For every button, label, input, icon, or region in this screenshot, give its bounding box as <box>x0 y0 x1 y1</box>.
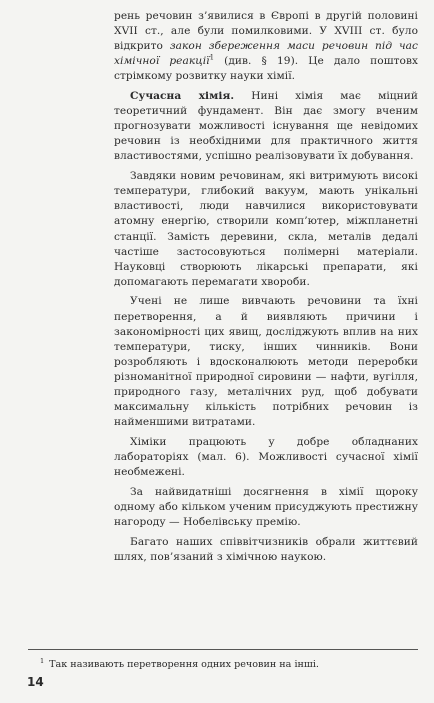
paragraph-modern-chemistry-text: Нині хімія має міцний теоретичний фундамент. Він дає змогу вченим прогнозувати можливості існування ще невідомих речовин із необхідними для практичного життя властивостями, успішно реалізовувати їх добування. <box>114 90 418 163</box>
paragraph-history <box>114 9 418 84</box>
paragraph-new-substances: Завдяки новим речовинам, які витримують високі температури, глибокий вакуум, мають унікальні властивості, люди навчилися використовувати атомну енергію, створили комп’ютер, міжпланетні станції. Замість деревини, скла, металів дедалі частіше застосовуються полімерні матеріали. Науковці створюють лікарські препарати, які допомагають перемагати хвороби. <box>114 170 418 288</box>
section-heading-modern-chemistry: Сучасна хімія. <box>130 90 235 103</box>
footnote-number: 1 <box>40 657 45 665</box>
page-number: 14 <box>27 675 44 689</box>
paragraph-compatriots: Багато наших співвітчизників обрали життєвий шлях, пов’язаний з хімічною наукою. <box>114 535 418 563</box>
paragraph-history-text: рень речовин з’явилися в Європі в другій половині XVII ст., але були помилковими. У XVIII ст. було відкрито <box>114 10 418 53</box>
paragraph-nobel-prize: За найвидатніші досягнення в хімії щороку одному або кільком ученим присуджують престижну нагороду — Нобелівську премію. <box>114 485 418 528</box>
paragraph-scientists-research: Учені не лише вивчають речовини та їхні перетворення, а й виявляють причини і закономірності цих явищ, досліджують вплив на них температури, тиску, інших чинників. Вони розробляють і вдосконалюють методи переробки різноманітної природної сировини — нафти, вугілля, природного газу, металічних руд, щоб добувати максимальну кількість потрібних речовин із найменшими витратами. <box>114 295 418 429</box>
paragraph-modern-chemistry <box>114 89 418 164</box>
main-text-column <box>114 9 418 569</box>
paragraph-laboratories: Хіміки працюють у добре обладнаних лабораторіях (мал. 6). Можливості сучасної хімії необмежені. <box>114 435 418 479</box>
footnote-text: Так називають перетворення одних речовин на інші. <box>49 659 319 671</box>
law-of-mass-conservation: закон збереження маси речовин під час хімічної реакції <box>114 40 418 68</box>
footnote <box>40 655 420 671</box>
paragraph-history-end: (див. § 19). Це дало поштовх стрімкому розвитку науки хімії. <box>114 55 418 83</box>
footnote-divider <box>28 649 418 650</box>
footnote-marker: 1 <box>209 53 215 62</box>
